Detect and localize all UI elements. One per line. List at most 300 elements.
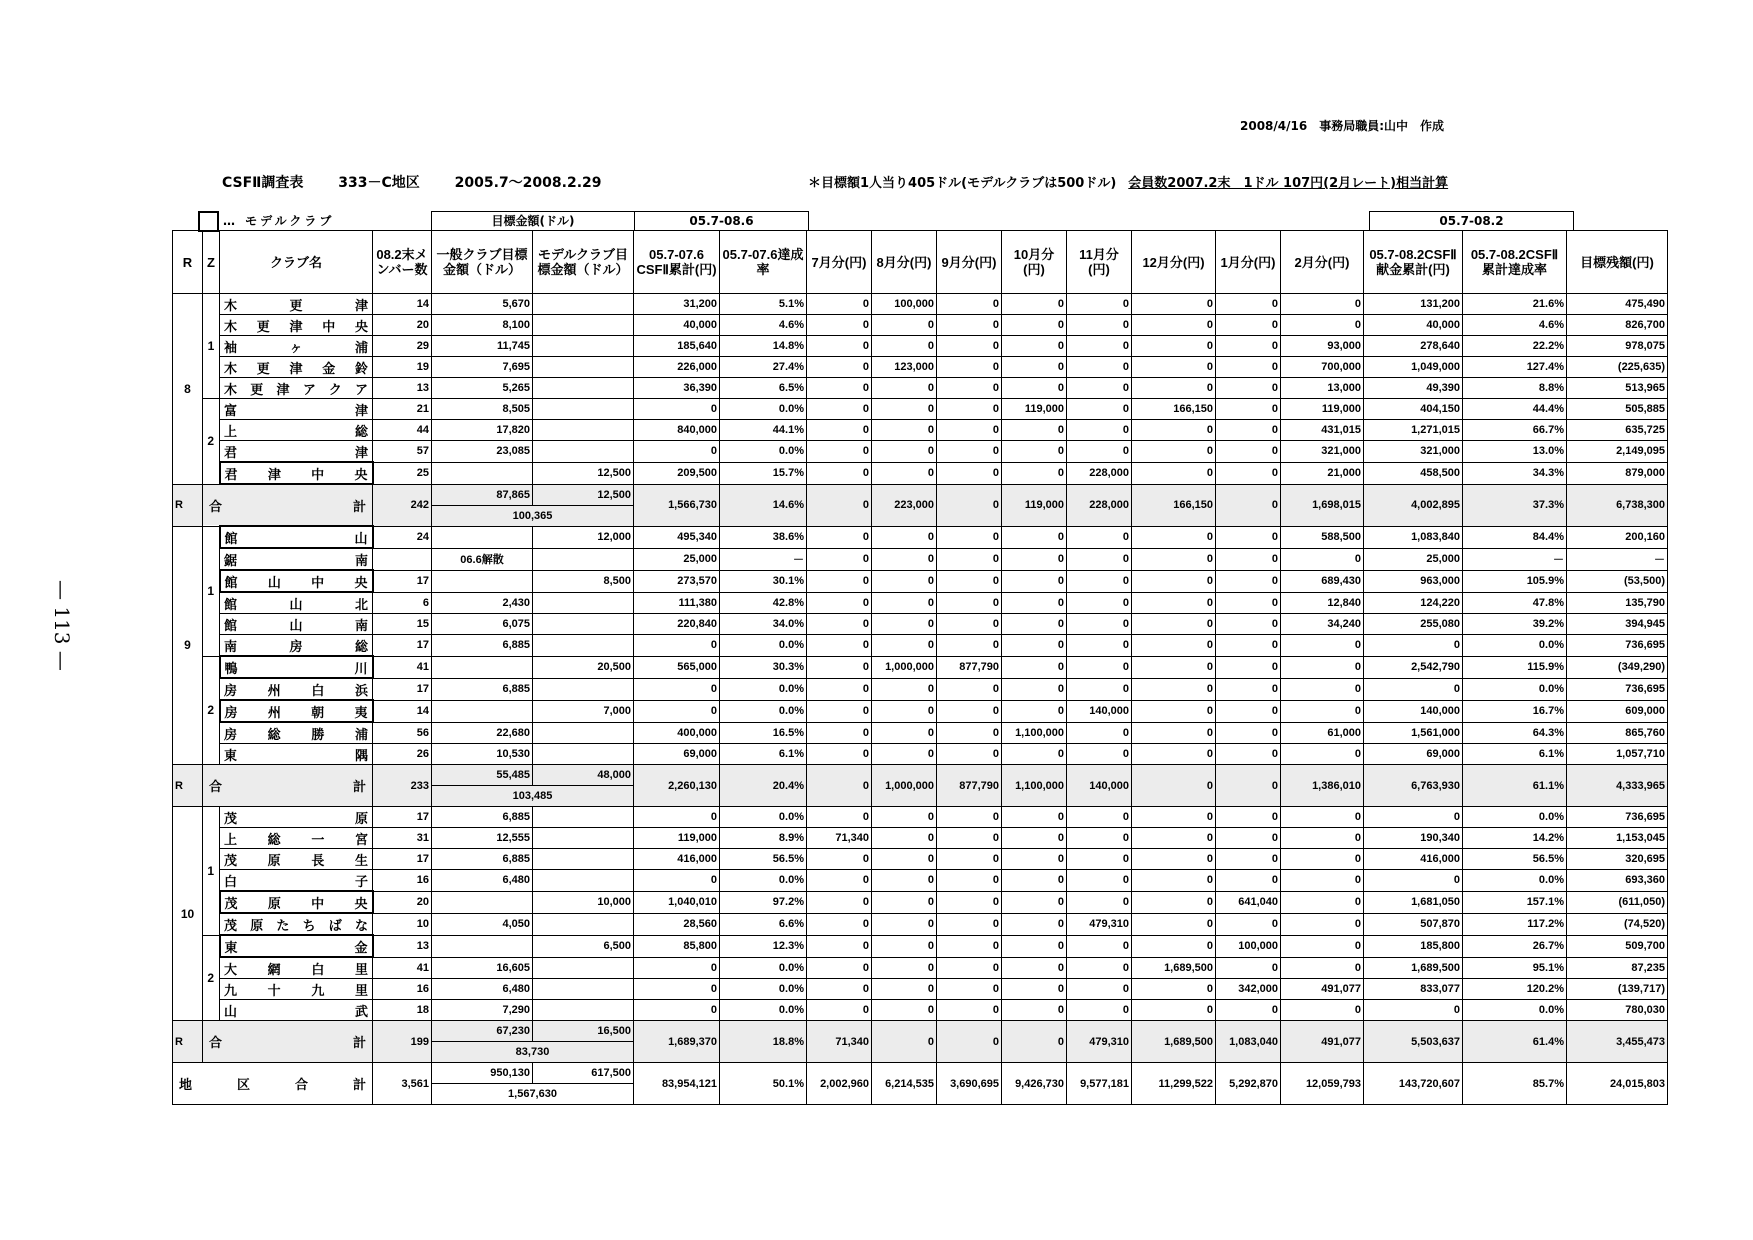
cell-rate: 0.0% [720,957,807,979]
cell-m9: 0 [937,378,1002,399]
model-target [533,957,634,979]
club-name: 上総 [220,420,373,441]
cell-m2: 0 [1281,849,1364,870]
column-header: R [173,231,203,294]
club-name: 山武 [220,1000,373,1021]
cell-rate: 0.0% [720,700,807,722]
cell-m7: 0 [807,891,872,913]
cell-m2: 0 [1281,294,1364,315]
cell-m12: 0 [1132,1000,1216,1021]
cell-m12: 0 [1132,935,1216,957]
cell-cum: 400,000 [634,722,720,744]
cell-m10: 0 [1002,441,1067,463]
cell-rate: 12.3% [720,935,807,957]
general-target: 5,265 [432,378,533,399]
cell-m11: 0 [1067,378,1132,399]
cell-m11: 0 [1067,1000,1132,1021]
cell-m7: 0 [807,462,872,484]
cell-m7: 0 [807,315,872,336]
total-m12: 1,689,500 [1132,1021,1216,1063]
date-author-line: 2008/4/16 事務局職員:山中 作成 [1240,119,1445,133]
cell-trate: 22.2% [1463,336,1567,357]
member-count: 44 [373,420,432,441]
cell-m2: 21,000 [1281,462,1364,484]
club-name: 房総勝浦 [220,722,373,744]
cell-m9: 0 [937,979,1002,1000]
cell-m1: 0 [1216,828,1281,849]
cell-rate: 4.6% [720,315,807,336]
general-target: 16,605 [432,957,533,979]
member-count: 17 [373,807,432,828]
cell-rate: 27.4% [720,357,807,378]
cell-m8: 0 [872,870,937,892]
cell-m8: 0 [872,635,937,657]
cell-m1: 0 [1216,807,1281,828]
region-total-row [173,765,1668,786]
total-members: 199 [373,1021,432,1063]
member-count: 17 [373,849,432,870]
cell-remain: (53,500) [1567,570,1668,592]
cell-m9: 0 [937,700,1002,722]
cell-m12: 0 [1132,744,1216,765]
member-count: 31 [373,828,432,849]
cell-rate: 0.0% [720,399,807,420]
district-m9: 3,690,695 [937,1063,1002,1105]
club-name: 茂原 [220,807,373,828]
cell-cum: 25,000 [634,548,720,570]
table-row [173,635,1668,657]
cell-m11: 228,000 [1067,462,1132,484]
page-number: — 113 — [50,580,74,671]
member-count: 20 [373,891,432,913]
column-header: 05.7-08.2CSFⅡ献金累計(円) [1364,231,1463,294]
table-row [173,870,1668,892]
column-header: 10月分(円) [1002,231,1067,294]
total-m8: 223,000 [872,484,937,526]
cell-remain: 879,000 [1567,462,1668,484]
cell-m10: 0 [1002,357,1067,378]
cell-m1: 0 [1216,592,1281,614]
cell-m8: 0 [872,570,937,592]
cell-m10: 0 [1002,294,1067,315]
cell-m11: 0 [1067,635,1132,657]
cell-m2: 0 [1281,891,1364,913]
cell-m8: 0 [872,378,937,399]
column-header: 8月分(円) [872,231,937,294]
table-row [173,957,1668,979]
general-target: 7,290 [432,1000,533,1021]
table-row [173,656,1668,678]
total-trate: 61.1% [1463,765,1567,807]
total-general: 87,865 [432,484,533,505]
cell-m12: 0 [1132,700,1216,722]
column-header: モデルクラブ目標金額（ドル） [533,231,634,294]
total-m2: 491,077 [1281,1021,1364,1063]
cell-m11: 0 [1067,548,1132,570]
table-row [173,678,1668,700]
cell-cum: 495,340 [634,526,720,548]
title-period: 2005.7～2008.2.29 [454,175,602,191]
cell-m8: 1,000,000 [872,656,937,678]
total-r-label: R [173,1021,203,1063]
cell-m9: 0 [937,526,1002,548]
cell-m7: 0 [807,614,872,635]
cell-m7: 0 [807,526,872,548]
cell-trate: 6.1% [1463,744,1567,765]
zone-label: 2 [203,656,220,765]
cell-m12: 0 [1132,592,1216,614]
total-combined: 100,365 [432,505,634,526]
cell-m11: 0 [1067,957,1132,979]
cell-m8: 0 [872,913,937,935]
cell-total: 255,080 [1364,614,1463,635]
total-m11: 140,000 [1067,765,1132,807]
cell-m8: 100,000 [872,294,937,315]
note-target: ＊目標額1人当り405ドル(モデルクラブは500ドル) [808,176,1117,191]
model-target [533,420,634,441]
cell-m9: 0 [937,870,1002,892]
cell-total: 1,681,050 [1364,891,1463,913]
cell-m9: 0 [937,722,1002,744]
cell-total: 404,150 [1364,399,1463,420]
total-m10: 1,100,000 [1002,765,1067,807]
column-header: 9月分(円) [937,231,1002,294]
cell-rate: 0.0% [720,635,807,657]
cell-trate: 0.0% [1463,870,1567,892]
model-target: 12,500 [533,462,634,484]
cell-total: 0 [1364,870,1463,892]
table-row [173,807,1668,828]
cell-trate: 127.4% [1463,357,1567,378]
district-remain: 24,015,803 [1567,1063,1668,1105]
cell-m8: 0 [872,399,937,420]
cell-m8: 0 [872,1000,937,1021]
club-name: 鴨川 [220,656,373,678]
cell-m2: 321,000 [1281,441,1364,463]
cell-remain: － [1567,548,1668,570]
cell-total: 49,390 [1364,378,1463,399]
cell-cum: 40,000 [634,315,720,336]
cell-trate: 120.2% [1463,979,1567,1000]
general-target: 17,820 [432,420,533,441]
member-count: 25 [373,462,432,484]
cell-trate: 21.6% [1463,294,1567,315]
cell-trate: 95.1% [1463,957,1567,979]
member-count: 41 [373,957,432,979]
cell-rate: 14.8% [720,336,807,357]
cell-m10: 0 [1002,635,1067,657]
cell-trate: 0.0% [1463,635,1567,657]
cell-m9: 0 [937,315,1002,336]
cell-m12: 0 [1132,315,1216,336]
general-target [432,462,533,484]
cell-m10: 0 [1002,913,1067,935]
cell-m1: 0 [1216,294,1281,315]
general-target [432,656,533,678]
cell-m10: 0 [1002,849,1067,870]
model-club-legend [198,211,334,232]
cell-m7: 0 [807,378,872,399]
total-m11: 479,310 [1067,1021,1132,1063]
cell-cum: 0 [634,700,720,722]
model-target: 6,500 [533,935,634,957]
cell-m12: 0 [1132,678,1216,700]
cell-cum: 185,640 [634,336,720,357]
column-header: 12月分(円) [1132,231,1216,294]
cell-m1: 342,000 [1216,979,1281,1000]
club-name: 君津 [220,441,373,463]
model-target [533,870,634,892]
cell-m1: 0 [1216,678,1281,700]
total-trate: 37.3% [1463,484,1567,526]
member-count: 14 [373,700,432,722]
club-name: 富津 [220,399,373,420]
cell-m1: 0 [1216,614,1281,635]
club-name: 袖ヶ浦 [220,336,373,357]
cell-m8: 0 [872,891,937,913]
district-total-label: 地区合計 [173,1063,373,1105]
cell-trate: 0.0% [1463,678,1567,700]
cell-total: 507,870 [1364,913,1463,935]
cell-m1: 0 [1216,744,1281,765]
cell-m7: 0 [807,357,872,378]
model-target [533,614,634,635]
member-count: 19 [373,357,432,378]
total-m1: 1,083,040 [1216,1021,1281,1063]
member-count: 41 [373,656,432,678]
cell-m7: 0 [807,935,872,957]
cell-trate: 56.5% [1463,849,1567,870]
cell-cum: 0 [634,635,720,657]
cell-total: 124,220 [1364,592,1463,614]
cell-m1: 0 [1216,399,1281,420]
cell-m1: 0 [1216,526,1281,548]
cell-cum: 220,840 [634,614,720,635]
cell-cum: 0 [634,678,720,700]
cell-m10: 1,100,000 [1002,722,1067,744]
model-target: 8,500 [533,570,634,592]
total-rate: 18.8% [720,1021,807,1063]
cell-remain: 736,695 [1567,807,1668,828]
column-header: 目標残額(円) [1567,231,1668,294]
cell-m10: 0 [1002,315,1067,336]
cell-trate: 0.0% [1463,807,1567,828]
cell-m9: 0 [937,849,1002,870]
district-m12: 11,299,522 [1132,1063,1216,1105]
cell-m12: 166,150 [1132,399,1216,420]
cell-cum: 565,000 [634,656,720,678]
cell-m7: 0 [807,807,872,828]
cell-m2: 119,000 [1281,399,1364,420]
general-target [432,526,533,548]
cell-remain: (349,290) [1567,656,1668,678]
cell-m2: 0 [1281,807,1364,828]
total-general: 67,230 [432,1021,533,1042]
cell-m7: 0 [807,1000,872,1021]
cell-remain: 693,360 [1567,870,1668,892]
region-total-row [173,484,1668,505]
cell-m7: 0 [807,744,872,765]
cell-m7: 0 [807,294,872,315]
cell-m2: 0 [1281,744,1364,765]
cell-m7: 71,340 [807,828,872,849]
cell-m1: 0 [1216,378,1281,399]
cell-m9: 0 [937,635,1002,657]
cell-m7: 0 [807,592,872,614]
cell-rate: 6.6% [720,913,807,935]
cell-m9: 0 [937,592,1002,614]
cell-total: 1,561,000 [1364,722,1463,744]
legend-label: … モデルクラブ [223,214,335,228]
cell-m2: 689,430 [1281,570,1364,592]
club-name: 館山中央 [220,570,373,592]
cell-m11: 0 [1067,870,1132,892]
cell-m7: 0 [807,399,872,420]
cell-trate: 44.4% [1463,399,1567,420]
district-m7: 2,002,960 [807,1063,872,1105]
cell-cum: 273,570 [634,570,720,592]
region-label: 8 [173,294,203,485]
cell-rate: 30.3% [720,656,807,678]
cell-remain: 87,235 [1567,957,1668,979]
cell-cum: 0 [634,399,720,420]
cell-m10: 0 [1002,1000,1067,1021]
cell-rate: 8.9% [720,828,807,849]
cell-remain: 505,885 [1567,399,1668,420]
table-row [173,294,1668,315]
total-m9: 877,790 [937,765,1002,807]
cell-remain: (74,520) [1567,913,1668,935]
cell-rate: 56.5% [720,849,807,870]
cell-m2: 34,240 [1281,614,1364,635]
cell-cum: 28,560 [634,913,720,935]
cell-cum: 85,800 [634,935,720,957]
total-m1: 0 [1216,765,1281,807]
column-header: 一般クラブ目標金額（ドル） [432,231,533,294]
cell-m8: 0 [872,526,937,548]
cell-m7: 0 [807,849,872,870]
cell-remain: 320,695 [1567,849,1668,870]
cell-m9: 0 [937,678,1002,700]
model-target [533,913,634,935]
cell-m1: 0 [1216,548,1281,570]
cell-trate: 13.0% [1463,441,1567,463]
total-members: 242 [373,484,432,526]
cell-m1: 0 [1216,722,1281,744]
model-target: 7,000 [533,700,634,722]
club-name: 房州朝夷 [220,700,373,722]
member-count: 20 [373,315,432,336]
cell-m8: 0 [872,807,937,828]
table-row [173,913,1668,935]
general-target: 8,100 [432,315,533,336]
general-target: 23,085 [432,441,533,463]
club-name: 君津中央 [220,462,373,484]
group-header-period-2: 05.7-08.2 [1369,211,1574,231]
general-target: 4,050 [432,913,533,935]
cell-m8: 0 [872,592,937,614]
cell-rate: 97.2% [720,891,807,913]
table-row [173,744,1668,765]
cell-m9: 877,790 [937,656,1002,678]
total-cum: 2,260,130 [634,765,720,807]
model-target: 12,000 [533,526,634,548]
cell-remain: 736,695 [1567,678,1668,700]
cell-m7: 0 [807,678,872,700]
cell-m1: 0 [1216,315,1281,336]
cell-m10: 0 [1002,870,1067,892]
cell-m7: 0 [807,420,872,441]
cell-remain: (225,635) [1567,357,1668,378]
total-m12: 166,150 [1132,484,1216,526]
cell-m1: 0 [1216,700,1281,722]
total-m2: 1,386,010 [1281,765,1364,807]
cell-m2: 588,500 [1281,526,1364,548]
cell-m2: 0 [1281,913,1364,935]
cell-m11: 0 [1067,849,1132,870]
general-target: 6,075 [432,614,533,635]
cell-cum: 0 [634,957,720,979]
district-combined: 1,567,630 [432,1084,634,1105]
cell-total: 416,000 [1364,849,1463,870]
cell-m9: 0 [937,462,1002,484]
cell-trate: 115.9% [1463,656,1567,678]
cell-rate: 0.0% [720,678,807,700]
table-row [173,722,1668,744]
cell-m2: 431,015 [1281,420,1364,441]
table-row [173,700,1668,722]
cell-m12: 0 [1132,614,1216,635]
cell-m10: 0 [1002,807,1067,828]
district-model: 617,500 [533,1063,634,1084]
cell-m7: 0 [807,957,872,979]
cell-m11: 0 [1067,614,1132,635]
cell-m9: 0 [937,828,1002,849]
total-combined: 83,730 [432,1042,634,1063]
cell-total: 69,000 [1364,744,1463,765]
cell-m1: 0 [1216,849,1281,870]
total-total: 5,503,637 [1364,1021,1463,1063]
cell-m10: 0 [1002,678,1067,700]
note-rate: 会員数2007.2末 1ドル 107円(2月レート)相当計算 [1128,176,1449,191]
cell-m10: 0 [1002,592,1067,614]
cell-m2: 0 [1281,656,1364,678]
document-title [222,172,632,192]
total-m9: 0 [937,1021,1002,1063]
district-m8: 6,214,535 [872,1063,937,1105]
cell-m1: 0 [1216,462,1281,484]
cell-rate: 44.1% [720,420,807,441]
cell-trate: 26.7% [1463,935,1567,957]
title-district: 333－C地区 [338,175,420,191]
region-label: 10 [173,807,203,1021]
cell-m2: 93,000 [1281,336,1364,357]
total-rate: 14.6% [720,484,807,526]
cell-m2: 0 [1281,828,1364,849]
cell-m11: 0 [1067,979,1132,1000]
club-name: 館山 [220,526,373,548]
cell-remain: 780,030 [1567,1000,1668,1021]
cell-cum: 0 [634,441,720,463]
cell-trate: 157.1% [1463,891,1567,913]
cell-rate: － [720,548,807,570]
district-cum: 83,954,121 [634,1063,720,1105]
club-name: 大網白里 [220,957,373,979]
cell-m12: 0 [1132,656,1216,678]
total-total: 6,763,930 [1364,765,1463,807]
cell-m12: 0 [1132,570,1216,592]
column-header: クラブ名 [220,231,373,294]
